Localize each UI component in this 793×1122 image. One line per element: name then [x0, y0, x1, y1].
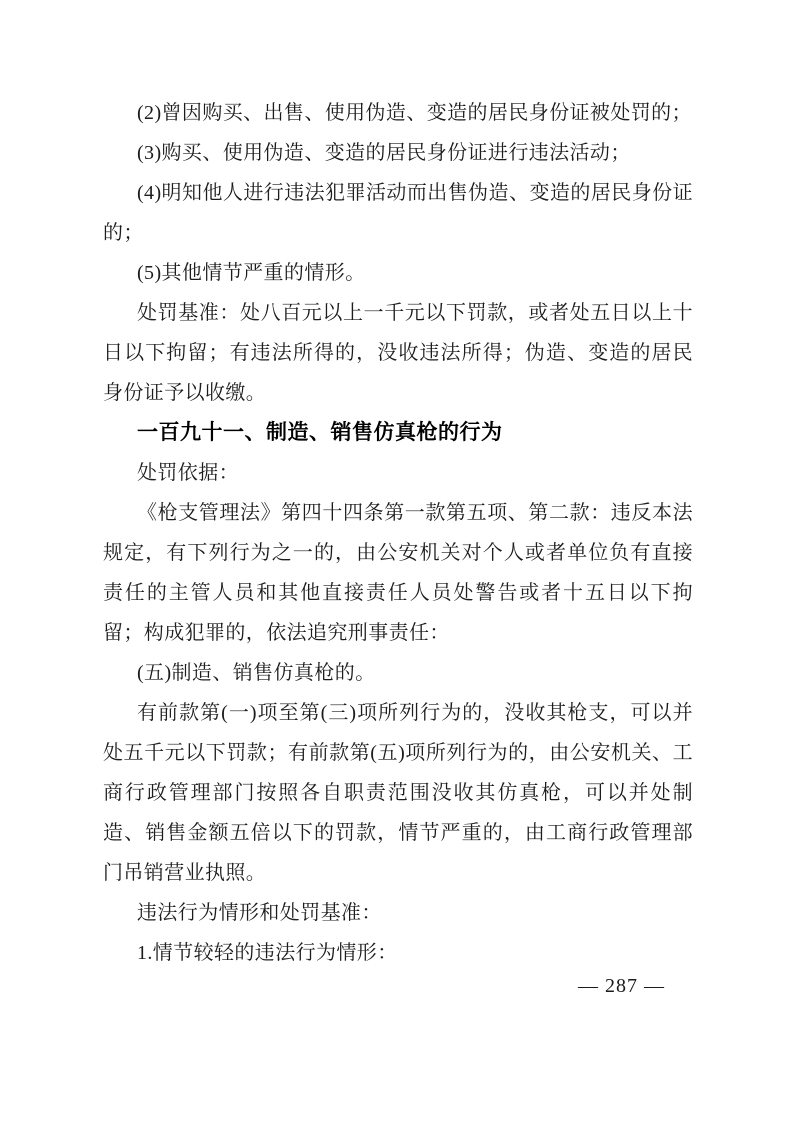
- text-paragraph: (5)其他情节严重的情形。: [137, 262, 366, 284]
- text-paragraph: (五)制造、销售仿真枪的。: [137, 662, 376, 684]
- text-paragraph: 处罚依据：: [137, 462, 239, 484]
- text-paragraph: (2)曾因购买、出售、使用伪造、变造的居民身份证被处罚的；: [137, 102, 692, 124]
- text-paragraph: (4)明知他人进行违法犯罪活动而出售伪造、变造的居民身份证的；: [103, 182, 693, 244]
- text-paragraph: 1.情节较轻的违法行为情形：: [137, 942, 398, 964]
- text-paragraph: 有前款第(一)项至第(三)项所列行为的，没收其枪支，可以并处五千元以下罚款；有前款第(五)项所列行为的，由公安机关、工商行政管理部门按照各自职责范围没收其仿真枪，可以并处制造、销售金额五倍以下的罚款，情节严重的，由工商行政管理部门吊销营业执照。: [103, 702, 693, 884]
- page-number: — 287 —: [578, 975, 665, 997]
- text-paragraph: 《枪支管理法》第四十四条第一款第五项、第二款：违反本法规定，有下列行为之一的，由公安机关对个人或者单位负有直接责任的主管人员和其他直接责任人员处警告或者十五日以下拘留；构成犯罪的，依法追究刑事责任：: [103, 502, 693, 644]
- text-paragraph: 违法行为情形和处罚基准：: [137, 902, 382, 924]
- text-paragraph: (3)购买、使用伪造、变造的居民身份证进行违法活动；: [137, 142, 631, 164]
- section-heading: 一百九十一、制造、销售仿真枪的行为: [137, 421, 503, 444]
- text-paragraph: 处罚基准：处八百元以上一千元以下罚款，或者处五日以上十日以下拘留；有违法所得的，没收违法所得；伪造、变造的居民身份证予以收缴。: [103, 302, 693, 404]
- text-content: [103, 93, 693, 973]
